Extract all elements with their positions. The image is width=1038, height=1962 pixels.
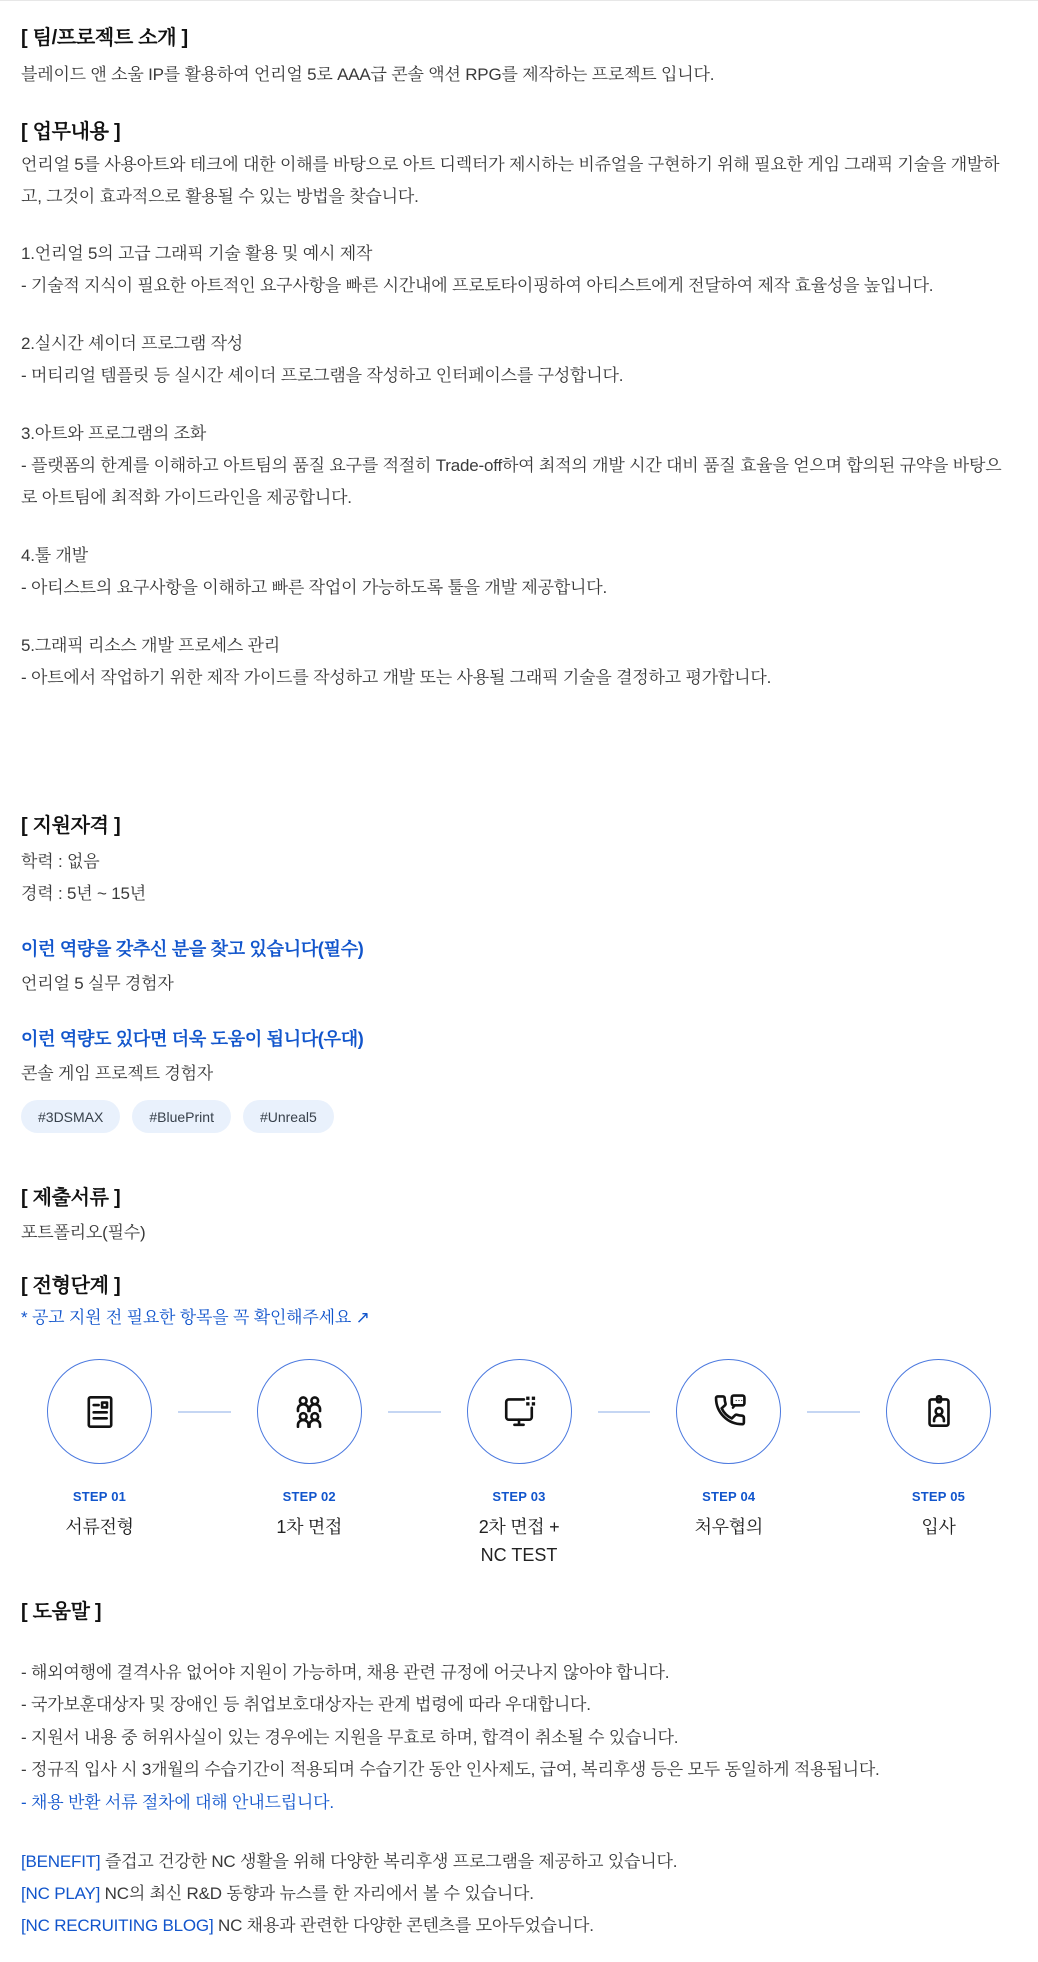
duty-item	[21, 328, 1017, 392]
duty-item-desc: - 아트에서 작업하기 위한 제작 가이드를 작성하고 개발 또는 사용될 그래픽 기술을 결정하고 평가합니다.	[21, 668, 772, 687]
skill-tag-blueprint[interactable]: #BluePrint	[132, 1100, 231, 1133]
step-connector-line	[178, 1411, 231, 1413]
people-icon	[288, 1391, 330, 1433]
step-label: STEP 04	[702, 1489, 756, 1504]
duty-item-desc: - 아티스트의 요구사항을 이해하고 빠른 작업이 가능하도록 툴을 개발 제공합니다.	[21, 578, 608, 597]
nc-recruiting-blog-desc: NC 채용과 관련한 다양한 콘텐츠를 모아두었습니다.	[213, 1916, 594, 1936]
nc-recruiting-blog-link[interactable]: [NC RECRUITING BLOG]	[21, 1916, 214, 1936]
duties-title: [ 업무내용 ]	[21, 121, 121, 143]
qualifications-title: [ 지원자격 ]	[21, 815, 121, 837]
required-skills-body: 언리얼 5 실무 경험자	[21, 974, 174, 993]
step-name: 처우협의	[694, 1517, 763, 1537]
step-connector-line	[598, 1411, 651, 1413]
document-return-policy-link[interactable]: - 채용 반환 서류 절차에 대해 안내드립니다.	[21, 1792, 334, 1812]
step-label: STEP 02	[282, 1489, 336, 1504]
benefit-link[interactable]: [BENEFIT]	[21, 1852, 101, 1872]
documents-body: 포트폴리오(필수)	[21, 1223, 146, 1242]
id-badge-icon	[918, 1391, 960, 1433]
duty-item-title: 5.그래픽 리소스 개발 프로세스 관리	[21, 636, 280, 655]
help-note-list	[21, 1657, 1017, 1819]
duty-item	[21, 238, 1017, 302]
nc-play-line	[21, 1878, 1017, 1910]
skill-tag-list	[21, 1100, 1017, 1133]
duty-item	[21, 630, 1017, 694]
step-circle	[467, 1359, 572, 1464]
help-title: [ 도움말 ]	[21, 1601, 102, 1623]
team-intro-body: 블레이드 앤 소울 IP를 활용하여 언리얼 5로 AAA급 콘솔 액션 RPG를 제작하는 프로젝트 입니다.	[21, 65, 715, 84]
step-circle	[886, 1359, 991, 1464]
step-name: 입사	[921, 1517, 956, 1537]
step-circle	[257, 1359, 362, 1464]
monitor-icon	[498, 1391, 540, 1433]
step-name-line2: NC TEST	[480, 1545, 558, 1565]
step-label: STEP 01	[72, 1489, 127, 1504]
help-note: - 해외여행에 결격사유 없어야 지원이 가능하며, 채용 관련 규정에 어긋나지 않아야 합니다.	[21, 1663, 670, 1682]
duty-item-title: 3.아트와 프로그램의 조화	[21, 424, 207, 443]
duty-item-desc: - 플랫폼의 한계를 이해하고 아트팀의 품질 요구를 적절히 Trade-off하여 최적의 개발 시간 대비 품질 효율을 얻으며 합의된 규약을 바탕으로 아트팀에 최적화 가이드라인을 제공합니다.	[21, 456, 1002, 507]
documents-title: [ 제출서류 ]	[21, 1187, 121, 1209]
step-name: 서류전형	[65, 1517, 134, 1537]
duty-item-title: 1.언리얼 5의 고급 그래픽 기술 활용 및 예시 제작	[21, 244, 373, 263]
related-links	[21, 1846, 1017, 1942]
required-skills-title: 이런 역량을 갖추신 분을 찾고 있습니다(필수)	[21, 939, 364, 959]
job-posting-detail	[0, 1, 1038, 1962]
step-connector-line	[807, 1411, 860, 1413]
process-step-4	[650, 1359, 807, 1541]
duties-lead: 언리얼 5를 사용아트와 테크에 대한 이해를 바탕으로 아트 디렉터가 제시하는 비쥬얼을 구현하기 위해 필요한 게임 그래픽 기술을 개발하고, 그것이 효과적으로 활용될 수 있는 방법을 찾습니다.	[21, 155, 1000, 206]
process-title: [ 전형단계 ]	[21, 1275, 121, 1297]
preferred-skills-body: 콘솔 게임 프로젝트 경험자	[21, 1064, 214, 1083]
duty-item-desc: - 기술적 지식이 필요한 아트적인 요구사항을 빠른 시간내에 프로토타이핑하여 아티스트에게 전달하여 제작 효율성을 높입니다.	[21, 276, 934, 295]
duty-item-title: 4.툴 개발	[21, 546, 88, 565]
career-requirement: 경력 : 5년 ~ 15년	[21, 884, 146, 903]
process-steps	[21, 1359, 1017, 1569]
process-step-2	[231, 1359, 388, 1541]
process-step-1	[21, 1359, 178, 1541]
step-label: STEP 03	[492, 1489, 546, 1504]
duty-item	[21, 418, 1017, 514]
process-notice-link[interactable]: * 공고 지원 전 필요한 항목을 꼭 확인해주세요 ↗	[21, 1308, 370, 1327]
help-note: - 지원서 내용 중 허위사실이 있는 경우에는 지원을 무효로 하며, 합격이 취소될 수 있습니다.	[21, 1727, 679, 1747]
step-name: 1차 면접	[276, 1517, 343, 1537]
document-icon	[79, 1391, 121, 1433]
help-note: - 국가보훈대상자 및 장애인 등 취업보호대상자는 관계 법령에 따라 우대합니다.	[21, 1695, 591, 1715]
step-connector-line	[388, 1411, 441, 1413]
duty-item-title: 2.실시간 셰이더 프로그램 작성	[21, 334, 244, 353]
education-requirement: 학력 : 없음	[21, 852, 100, 871]
duty-list	[21, 238, 1017, 694]
phone-chat-icon	[708, 1391, 750, 1433]
process-step-3	[441, 1359, 598, 1569]
skill-tag-3dsmax[interactable]: #3DSMAX	[21, 1100, 120, 1133]
step-circle	[47, 1359, 152, 1464]
duty-item	[21, 540, 1017, 604]
help-note: - 정규직 입사 시 3개월의 수습기간이 적용되며 수습기간 동안 인사제도, 급여, 복리후생 등은 모두 동일하게 적용됩니다.	[21, 1760, 880, 1780]
nc-play-desc: NC의 최신 R&D 동향과 뉴스를 한 자리에서 볼 수 있습니다.	[100, 1884, 534, 1904]
benefit-desc: 즐겁고 건강한 NC 생활을 위해 다양한 복리후생 프로그램을 제공하고 있습니다.	[100, 1852, 678, 1872]
process-step-5	[860, 1359, 1017, 1541]
preferred-skills-title: 이런 역량도 있다면 더욱 도움이 됩니다(우대)	[21, 1029, 364, 1049]
benefit-line	[21, 1846, 1017, 1878]
nc-play-link[interactable]: [NC PLAY]	[21, 1884, 101, 1904]
step-label: STEP 05	[911, 1489, 966, 1504]
nc-recruiting-blog-line	[21, 1910, 1017, 1942]
skill-tag-unreal5[interactable]: #Unreal5	[243, 1100, 334, 1133]
team-intro-title: [ 팀/프로젝트 소개 ]	[21, 27, 188, 49]
step-circle	[676, 1359, 781, 1464]
duty-item-desc: - 머티리얼 템플릿 등 실시간 셰이더 프로그램을 작성하고 인터페이스를 구성합니다.	[21, 366, 624, 385]
step-name: 2차 면접 +	[478, 1517, 560, 1537]
